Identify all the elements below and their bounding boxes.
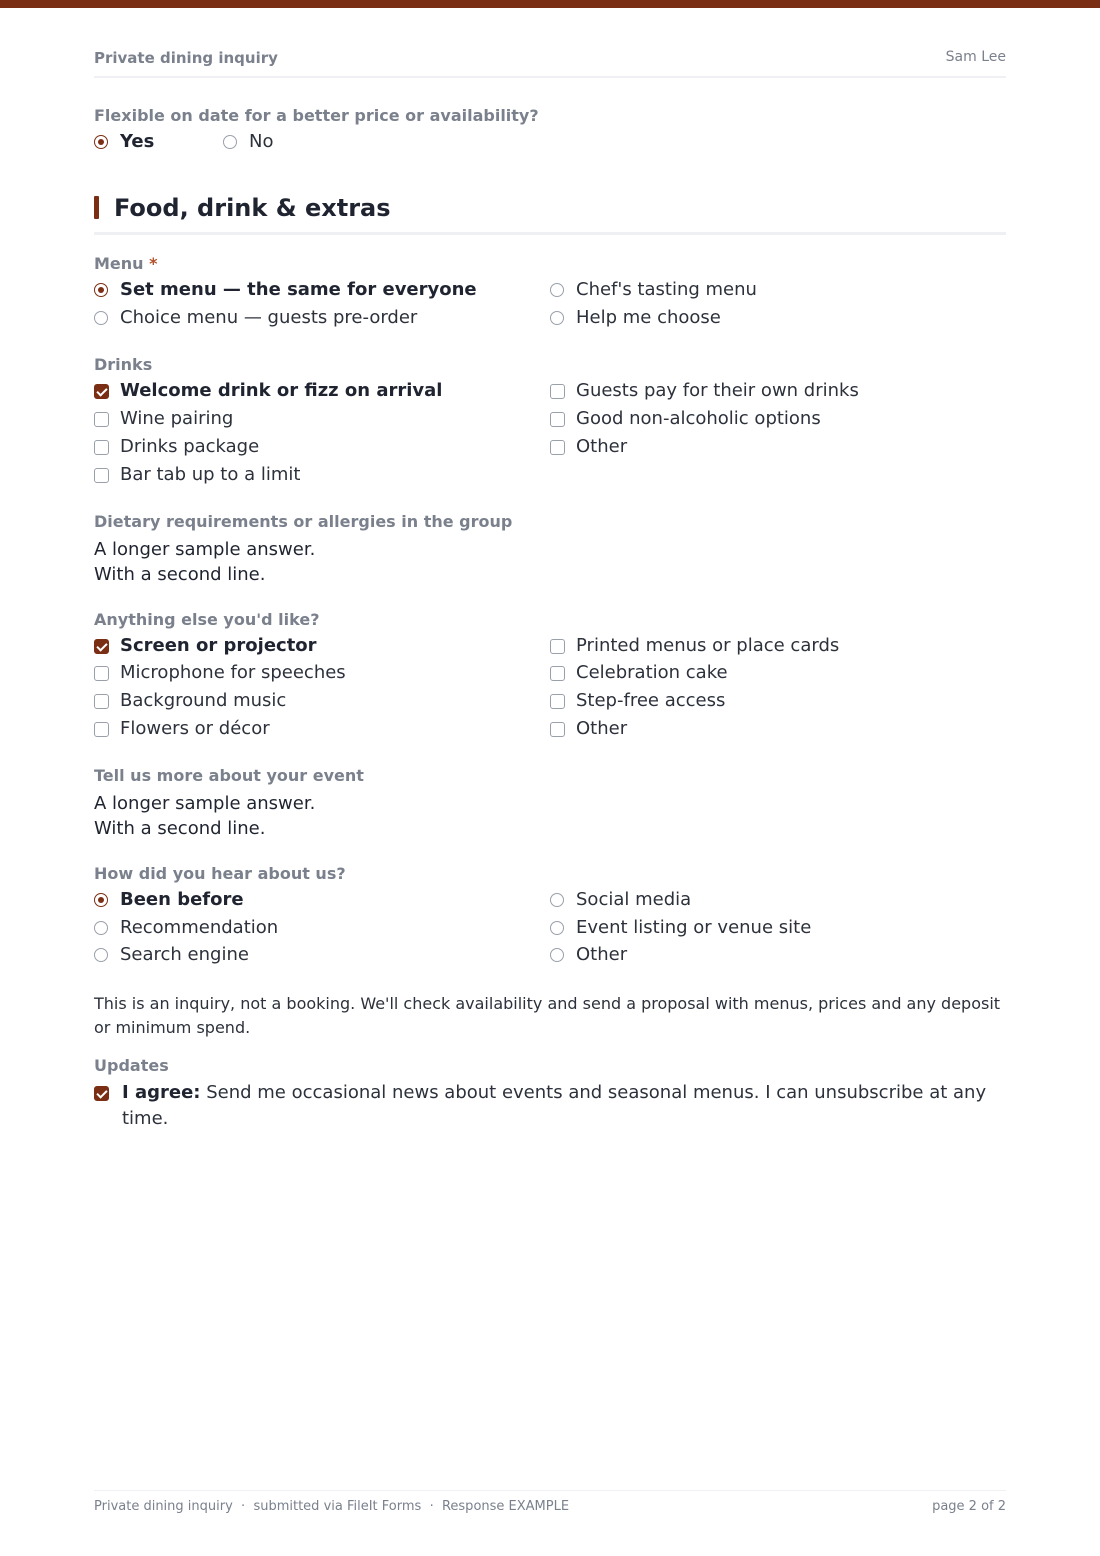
- option-label: Other: [576, 436, 628, 457]
- answer-line: With a second line.: [94, 818, 266, 839]
- radio-selected-icon: [94, 283, 108, 297]
- radio-icon: [94, 948, 108, 962]
- option-label: Drinks package: [120, 436, 260, 457]
- option-label: Welcome drink or fizz on arrival: [120, 380, 443, 401]
- respondent-name: Sam Lee: [945, 49, 1006, 65]
- option-label: Help me choose: [576, 307, 721, 328]
- checkbox-icon: [550, 440, 565, 455]
- radio-selected-icon: [94, 893, 108, 907]
- section-accent-bar: [94, 196, 99, 219]
- answer-line: A longer sample answer.: [94, 793, 316, 814]
- option-label: Screen or projector: [120, 635, 317, 656]
- option-label: Chef's tasting menu: [576, 279, 757, 300]
- checkbox-icon: [550, 694, 565, 709]
- checkbox-checked-icon: [94, 1086, 109, 1101]
- checkbox-icon: [94, 722, 109, 737]
- page-footer: [94, 1490, 1006, 1517]
- dietary-question: Dietary requirements or allergies in the group: [94, 512, 513, 531]
- radio-icon: [223, 135, 237, 149]
- option-label: Printed menus or place cards: [576, 635, 840, 656]
- hear-question: How did you hear about us?: [94, 864, 346, 883]
- option-label: Set menu — the same for everyone: [120, 279, 477, 300]
- option-label: No: [249, 131, 274, 152]
- option-label: Flowers or décor: [120, 718, 270, 739]
- checkbox-icon: [94, 666, 109, 681]
- option-label: Step-free access: [576, 690, 726, 711]
- event-question: Tell us more about your event: [94, 766, 364, 785]
- radio-icon: [94, 921, 108, 935]
- option-label: Celebration cake: [576, 662, 728, 683]
- option-label: Background music: [120, 690, 287, 711]
- section-title: Food, drink & extras: [114, 194, 391, 222]
- section-heading: [94, 194, 1006, 235]
- radio-icon: [550, 893, 564, 907]
- form-title: Private dining inquiry: [94, 49, 278, 67]
- option-label: Event listing or venue site: [576, 917, 812, 938]
- updates-question: Updates: [94, 1056, 169, 1075]
- footer-info: Private dining inquiry · submitted via FileIt Forms · Response EXAMPLE: [94, 1499, 570, 1514]
- option-label: Wine pairing: [120, 408, 234, 429]
- checkbox-icon: [550, 412, 565, 427]
- menu-question: [94, 254, 158, 273]
- consent-text: [122, 1080, 1002, 1132]
- checkbox-icon: [94, 468, 109, 483]
- option-label: Microphone for speeches: [120, 662, 346, 683]
- extras-question: Anything else you'd like?: [94, 610, 320, 629]
- option-label: Bar tab up to a limit: [120, 464, 301, 485]
- drinks-question: Drinks: [94, 355, 153, 374]
- menu-question-label: Menu: [94, 254, 144, 273]
- checkbox-checked-icon: [94, 639, 109, 654]
- option-label: Choice menu — guests pre-order: [120, 307, 418, 328]
- radio-icon: [550, 283, 564, 297]
- option-label: Other: [576, 944, 628, 965]
- option-label: Social media: [576, 889, 692, 910]
- flexible-question: Flexible on date for a better price or availability?: [94, 106, 539, 125]
- inquiry-note: This is an inquiry, not a booking. We'll check availability and send a proposal with menus, prices and any deposit or minimum spend.: [94, 994, 1001, 1037]
- answer-line: A longer sample answer.: [94, 539, 316, 560]
- option-label: Recommendation: [120, 917, 279, 938]
- consent-body: Send me occasional news about events and seasonal menus. I can unsubscribe at any time.: [122, 1082, 987, 1129]
- option-label: Been before: [120, 889, 244, 910]
- required-marker: *: [149, 254, 158, 273]
- checkbox-icon: [550, 722, 565, 737]
- page-header: [94, 48, 1006, 78]
- radio-selected-icon: [94, 135, 108, 149]
- top-accent-bar: [0, 0, 1100, 8]
- option-label: Good non-alcoholic options: [576, 408, 821, 429]
- page-number: page 2 of 2: [932, 1499, 1006, 1514]
- checkbox-icon: [550, 384, 565, 399]
- option-label: Other: [576, 718, 628, 739]
- checkbox-icon: [94, 440, 109, 455]
- option-label: Search engine: [120, 944, 249, 965]
- answer-line: With a second line.: [94, 564, 266, 585]
- event-answer: [94, 791, 315, 841]
- agree-label: I agree:: [122, 1082, 201, 1103]
- option-label: Yes: [120, 131, 155, 152]
- radio-icon: [94, 311, 108, 325]
- dietary-answer: [94, 537, 315, 587]
- checkbox-icon: [550, 639, 565, 654]
- checkbox-icon: [550, 666, 565, 681]
- radio-icon: [550, 921, 564, 935]
- checkbox-icon: [94, 412, 109, 427]
- checkbox-checked-icon: [94, 384, 109, 399]
- checkbox-icon: [94, 694, 109, 709]
- option-label: Guests pay for their own drinks: [576, 380, 859, 401]
- radio-icon: [550, 948, 564, 962]
- radio-icon: [550, 311, 564, 325]
